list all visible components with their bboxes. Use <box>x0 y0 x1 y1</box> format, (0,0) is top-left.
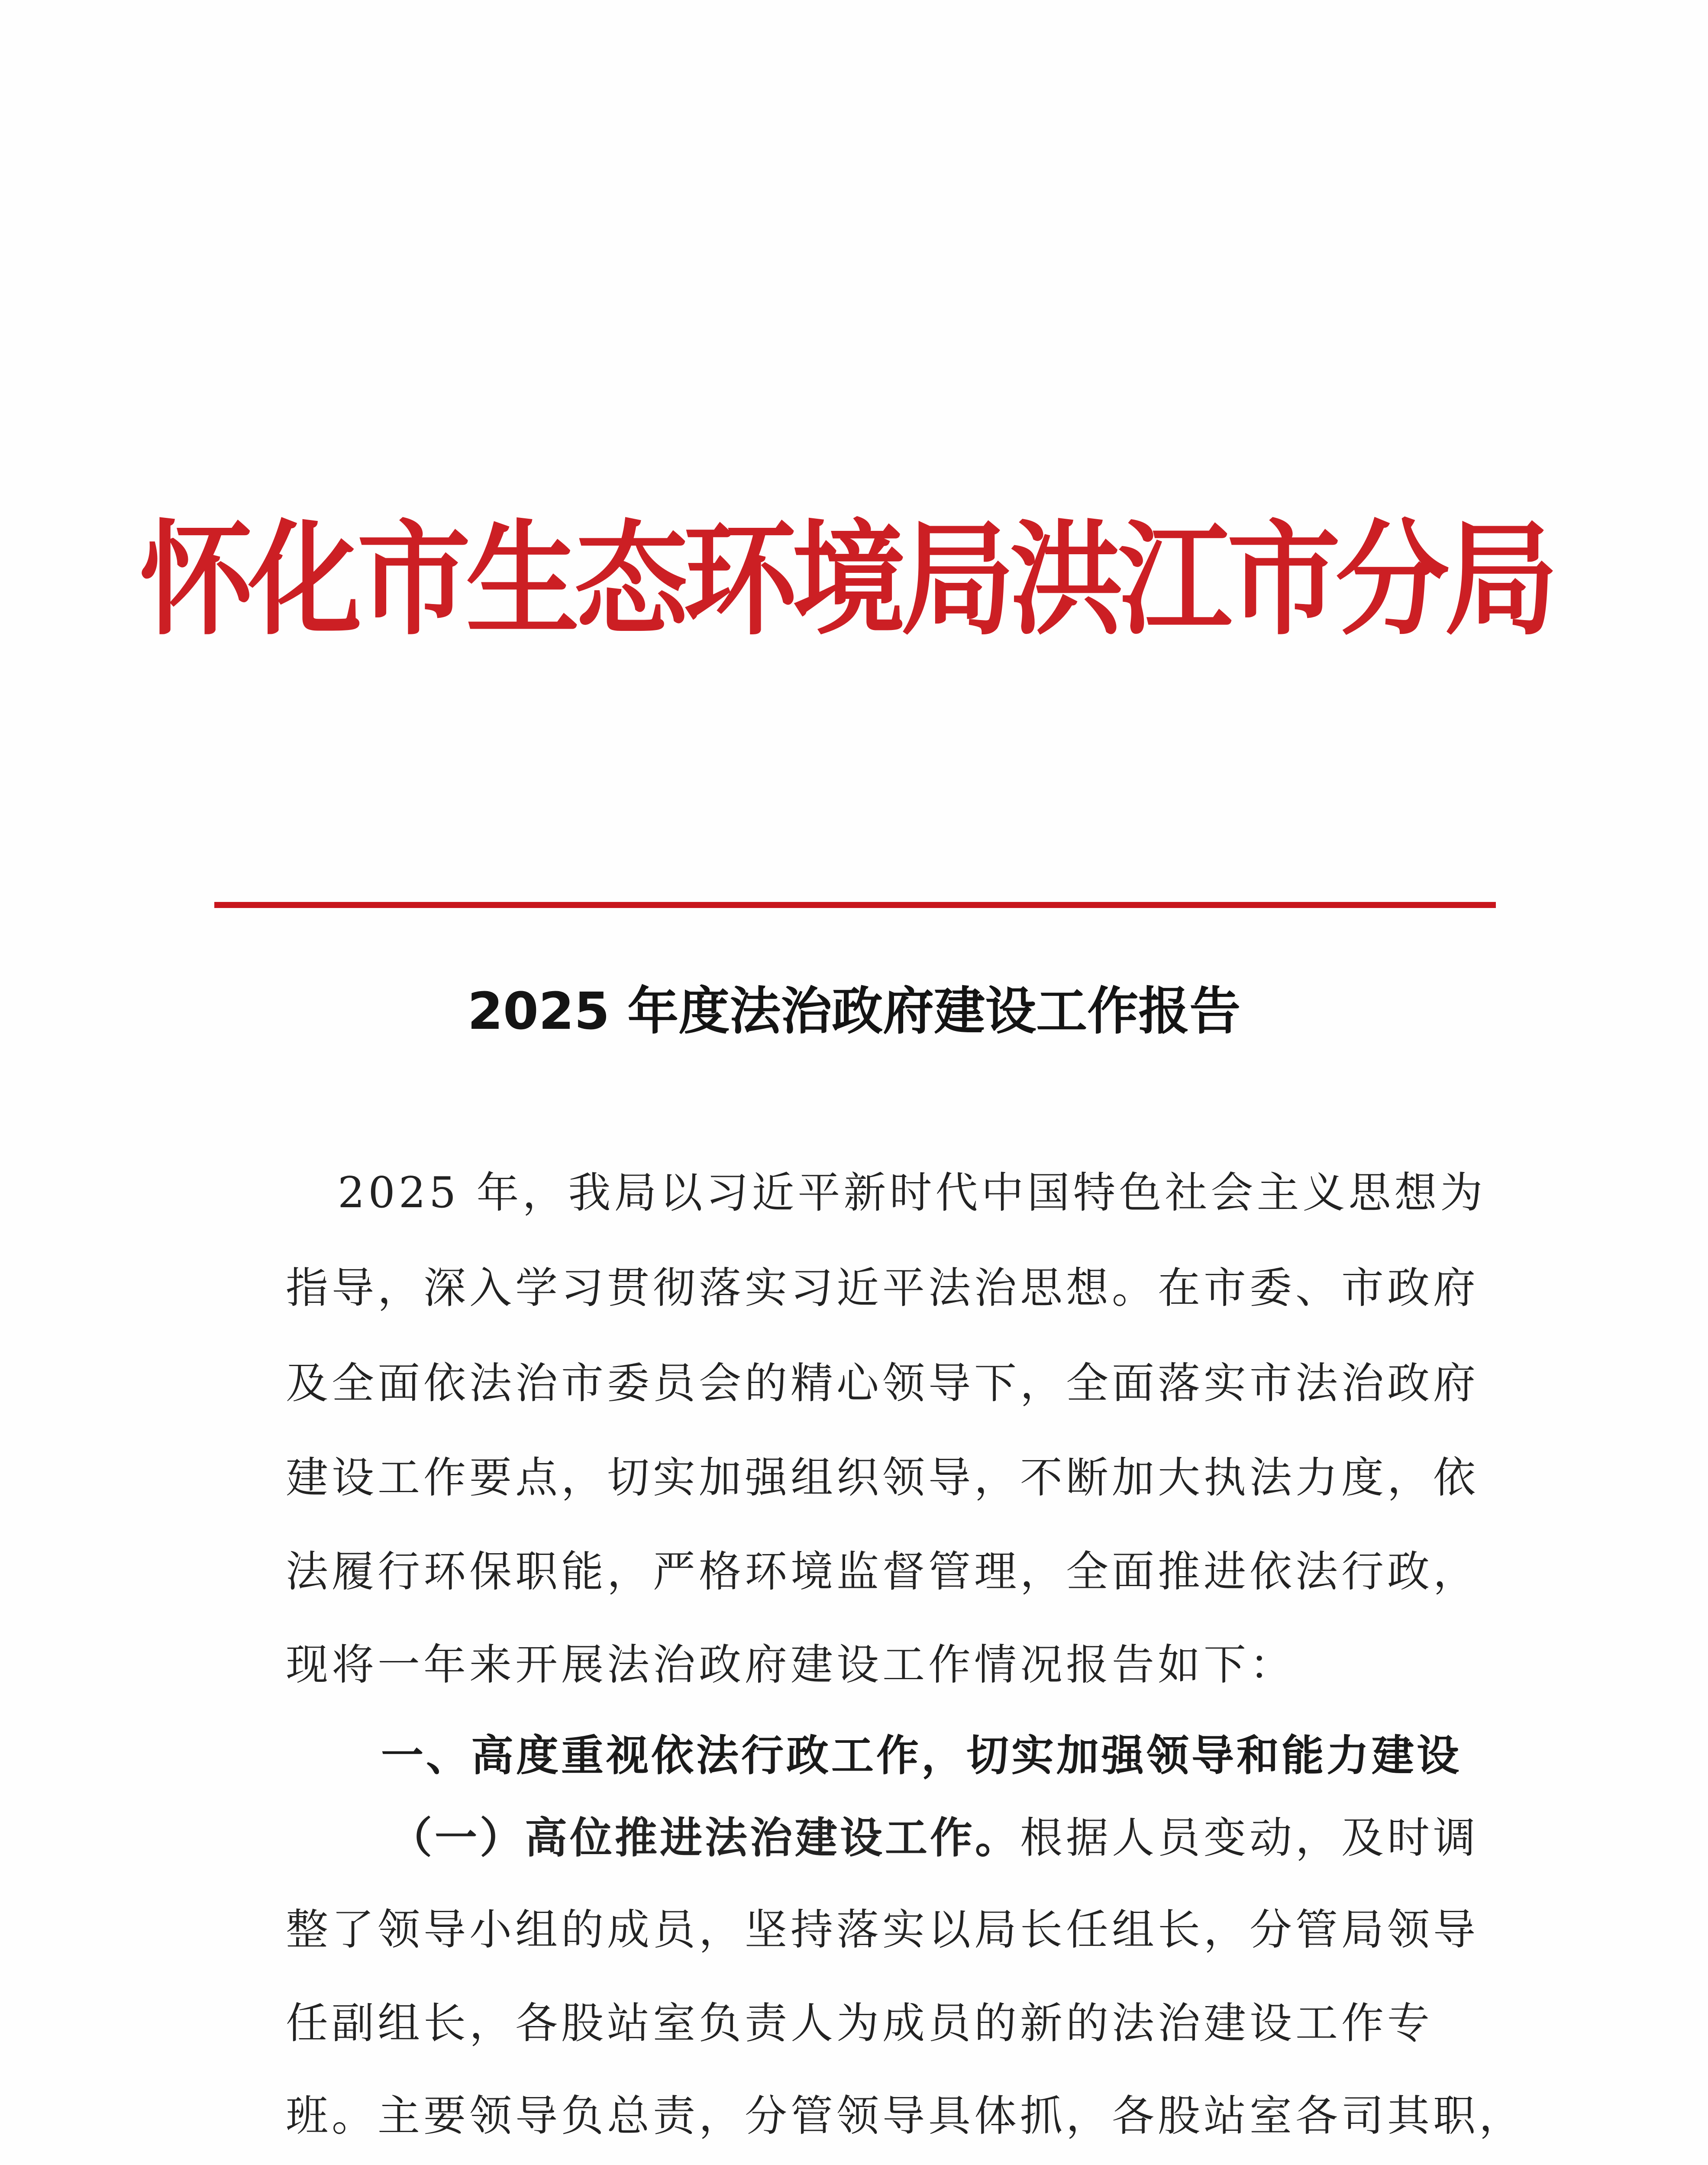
intro-line-6: 现将一年来开展法治政府建设工作情况报告如下： <box>286 1640 1296 1690</box>
intro-line-5: 法履行环保职能，严格环境监督管理，全面推进依法行政， <box>286 1547 1479 1596</box>
intro-line-3: 及全面依法治市委员会的精心领导下，全面落实市法治政府 <box>286 1359 1479 1408</box>
intro-line-4: 建设工作要点，切实加强组织领导，不断加大执法力度，依 <box>286 1453 1479 1503</box>
subsection-heading: （一）高位推进法治建设工作。 <box>390 1813 1020 1863</box>
document-title: 2025 年度法治政府建设工作报告 <box>467 981 1241 1041</box>
section-heading: 一、高度重视依法行政工作，切实加强领导和能力建设 <box>381 1731 1462 1780</box>
body-line-2: 任副组长，各股站室负责人为成员的新的法治建设工作专 <box>286 1999 1434 2048</box>
red-divider-rule <box>214 902 1496 908</box>
intro-line-2: 指导，深入学习贯彻落实习近平法治思想。在市委、市政府 <box>286 1263 1479 1313</box>
intro-line-1: 2025 年，我局以习近平新时代中国特色社会主义思想为 <box>338 1168 1486 1218</box>
subsection-heading-rest: 根据人员变动，及时调 <box>1020 1813 1479 1863</box>
body-line-3: 班。主要领导负总责，分管领导具体抓，各股站室各司其职， <box>286 2091 1525 2141</box>
masthead-org-name: 怀化市生态环境局洪江市分局 <box>139 507 1553 652</box>
body-line-1: 整了领导小组的成员，坚持落实以局长任组长，分管局领导 <box>286 1905 1479 1955</box>
subsection-first-line <box>390 1797 1489 1879</box>
